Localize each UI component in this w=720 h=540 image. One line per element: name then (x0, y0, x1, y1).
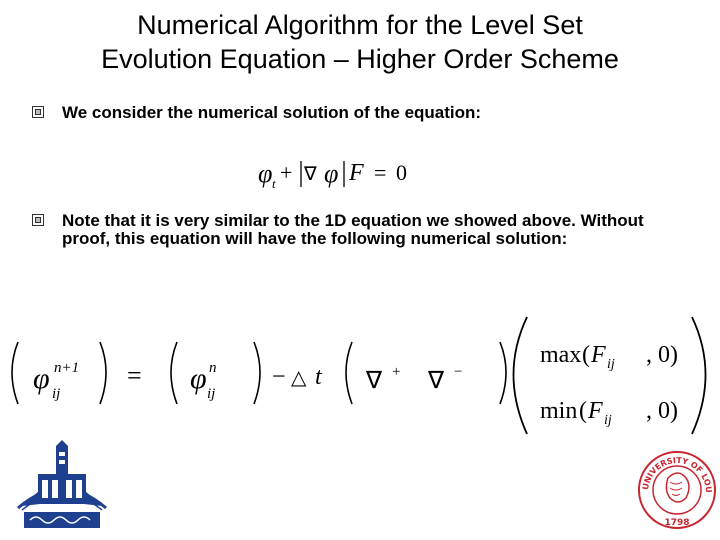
eq2-min-open: ( (579, 398, 587, 424)
eq2-sup-plus: + (392, 364, 401, 380)
bullet-1-text: We consider the numerical solution of the equation: (62, 103, 482, 122)
bullet-square-icon (32, 106, 44, 118)
eq2-equals: = (127, 361, 142, 390)
eq2-paren-2-close (254, 342, 260, 404)
slide-title (0, 8, 720, 76)
eq2-minus: − (272, 364, 286, 390)
eq2-max-comma0: , 0) (646, 342, 678, 368)
eq2-nabla-plus: ∇ (366, 366, 383, 394)
eq2-max-open: ( (582, 342, 590, 368)
eq1-equals: = (374, 160, 387, 185)
eq1-plus: + (280, 160, 293, 185)
eq2-sub-ij-2: ij (207, 386, 216, 402)
eq2-bigparen-close (692, 317, 706, 434)
equation-level-set (250, 150, 450, 196)
eq1-phi-2: φ (324, 159, 339, 188)
eq2-bigparen-open (514, 317, 528, 434)
seal-arc-text: UNIVERSITY OF LOUISVILLE (632, 441, 714, 494)
title-line-1: Numerical Algorithm for the Level Set (137, 10, 583, 40)
eq1-nabla: ∇ (304, 163, 317, 185)
eq2-paren-2-open (171, 342, 177, 404)
eq2-phi-2: φ (190, 362, 207, 395)
eq2-sup-n: n (209, 360, 217, 376)
eq2-max-F: F (591, 342, 606, 368)
eq2-nabla-minus: ∇ (428, 366, 445, 394)
eq2-sup-np1: n+1 (54, 360, 80, 376)
eq2-min-F: F (588, 398, 603, 424)
eq2-max-sub-ij: ij (607, 357, 615, 372)
eq1-sub-t: t (272, 176, 276, 191)
bullet-2-text: Note that it is very similar to the 1D equation we showed above. Without proof, this equation will have the following numerical solution: (62, 211, 644, 248)
eq2-paren-3-open (346, 342, 352, 404)
eq2-sub-ij-1: ij (52, 386, 61, 402)
eq1-phi: φ (258, 159, 273, 188)
university-building-logo (12, 440, 112, 532)
university-of-louisville-seal (632, 441, 718, 530)
eq2-max-fn: max (540, 342, 582, 368)
eq2-paren-1-close (100, 342, 106, 404)
eq1-zero: 0 (396, 160, 407, 185)
title-line-2: Evolution Equation – Higher Order Scheme (101, 44, 619, 74)
eq2-paren-3-close (500, 342, 506, 404)
seal-year: 1798 (664, 518, 690, 528)
eq2-min-sub-ij: ij (604, 413, 612, 428)
eq2-paren-1-open (12, 342, 18, 404)
eq2-min-fn: min (540, 398, 578, 424)
eq2-phi-1: φ (33, 362, 50, 395)
eq2-t: t (315, 364, 322, 390)
eq2-sup-minus: − (454, 364, 463, 380)
equation-numerical-scheme (0, 312, 720, 442)
eq2-delta: △ (291, 365, 307, 389)
eq1-F: F (349, 160, 364, 186)
eq2-min-comma0: , 0) (646, 398, 678, 424)
bullet-square-icon (32, 214, 44, 226)
